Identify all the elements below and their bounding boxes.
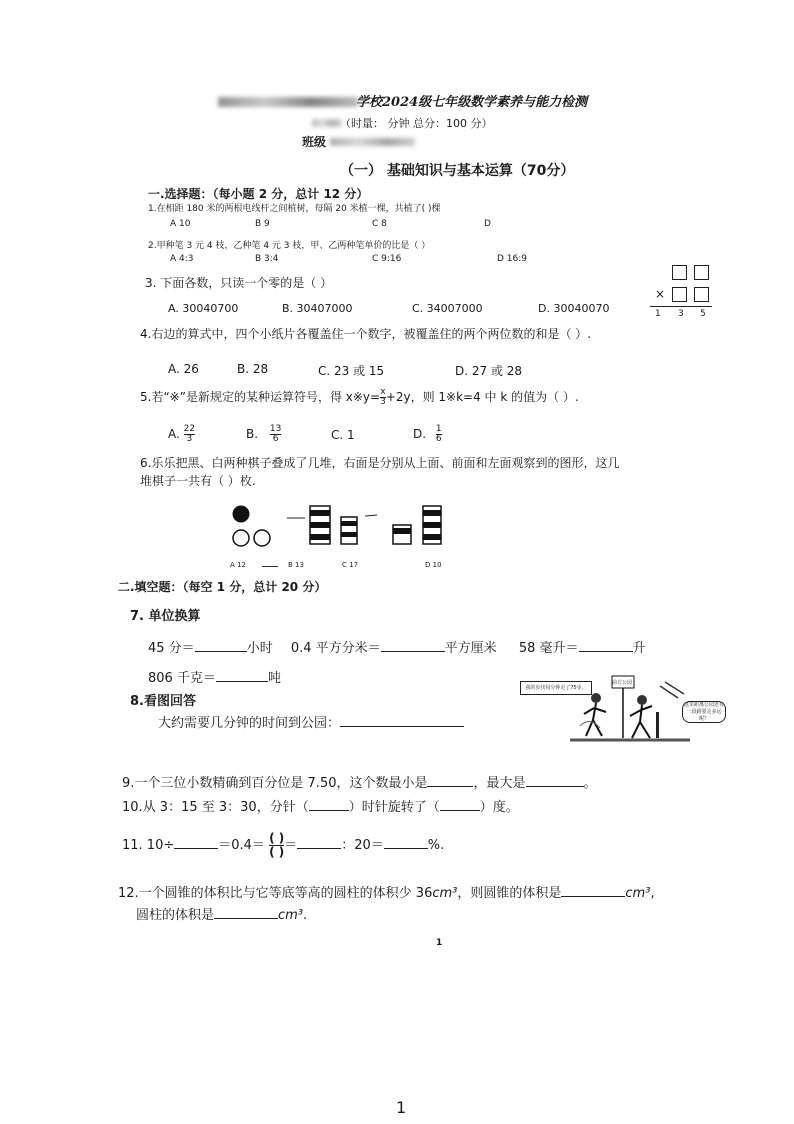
- fill-heading: 二.填空题：（每空 1 分，总计 20 分）: [118, 580, 327, 594]
- q5-frac-num: x: [380, 387, 386, 397]
- q5-text: [140, 388, 579, 407]
- q10-text-a: 10.从 3：15 至 3：30，分针（: [122, 800, 309, 815]
- q6-line2: 堆棋子一共有（ ）枚.: [140, 474, 256, 488]
- speech-bubble-left: 我的步伐每分钟走了75步。: [520, 681, 592, 695]
- q2-option-d: D 16:9: [497, 254, 528, 264]
- inner-page-number: 1: [436, 938, 443, 948]
- q5-option-d: [413, 425, 442, 444]
- class-label: 班级: [302, 135, 327, 149]
- cover-card: [694, 287, 709, 302]
- q7-row1: [148, 637, 646, 656]
- q7-item: 45 分＝: [148, 641, 195, 656]
- q1-option-b: B 9: [255, 219, 270, 229]
- q5-option-b: [246, 425, 281, 444]
- answer-blank[interactable]: [214, 906, 278, 919]
- q5-option-label: D.: [413, 427, 427, 441]
- q5-option-label: A.: [168, 427, 180, 441]
- q12-text-c: 圆柱的体积是: [136, 908, 215, 923]
- q5-option-num: 22: [183, 424, 196, 434]
- q11-text: [122, 832, 444, 859]
- white-checker-icon: [233, 530, 249, 546]
- stack-left-tall-icon: [423, 506, 441, 544]
- time-info: （时量： 分钟 总分：100 分）: [340, 117, 493, 130]
- divider-line: [262, 566, 278, 567]
- q5-text-a: 5.若“※”是新规定的某种运算符号，得 x※y=: [140, 390, 381, 404]
- q5-option-den: 3: [186, 434, 193, 444]
- q3-option-b: B. 30407000: [282, 302, 353, 315]
- cover-card: [672, 287, 687, 302]
- q5-frac-den: 3: [380, 397, 386, 407]
- page-number: 1: [396, 1098, 407, 1117]
- q5-option-num: 1: [435, 424, 442, 434]
- q5-option-c: [331, 428, 355, 442]
- q8-question: [158, 712, 464, 731]
- q6-line1: 6.乐乐把黑、白两种棋子叠成了几堆，右面是分别从上面、前面和左面观察到的图形，这几: [140, 456, 620, 470]
- q7-item: 0.4 平方分米＝: [290, 641, 381, 656]
- q9-text-b: ，最大是: [473, 776, 526, 791]
- q7-unit: 吨: [267, 671, 281, 686]
- q8-title: 8.看图回答: [130, 694, 196, 709]
- q7-unit: 小时: [246, 641, 273, 656]
- park-sign-text: 前方公园: [612, 680, 633, 686]
- q2-option-c: C 9:16: [372, 254, 402, 264]
- obscured-mark: [312, 119, 342, 127]
- obscured-school-name: [218, 97, 358, 107]
- stack-left-short-icon: [393, 525, 411, 544]
- q10-text-c: ）度。: [479, 800, 519, 815]
- exam-title: 学校2024级七年级数学素养与能力检测: [356, 95, 588, 110]
- q7-unit: 升: [632, 641, 646, 656]
- q2-text: 2.甲种笔 3 元 4 枝，乙种笔 4 元 3 枝，甲、乙两种笔单价的比是（ ）: [148, 241, 431, 251]
- answer-blank[interactable]: [384, 836, 428, 849]
- answer-blank[interactable]: [579, 639, 633, 652]
- answer-blank[interactable]: [195, 639, 247, 652]
- q11-frac-bottom: ( ): [269, 845, 285, 859]
- q7-unit: 平方厘米: [444, 641, 497, 656]
- q11-text-c: ＝: [284, 838, 298, 853]
- q4-option-b: B. 28: [237, 362, 269, 376]
- q1-option-a: A 10: [170, 219, 191, 229]
- q7-item: 58 毫升＝: [518, 641, 579, 656]
- answer-blank[interactable]: [427, 774, 473, 787]
- q5-option-den: 6: [435, 434, 442, 444]
- q10-text-b: ）时针旋转了（: [348, 800, 440, 815]
- q4-option-d: D. 27 或 28: [455, 364, 523, 378]
- answer-blank[interactable]: [526, 774, 584, 787]
- q3-option-c: C. 34007000: [412, 302, 483, 315]
- product-digit: 3: [678, 309, 684, 319]
- q1-text: 1.在相距 180 米的两根电线杆之间植树，每隔 20 米植一棵，共植了( )棵: [148, 204, 441, 214]
- q5-option-den: 6: [272, 434, 279, 444]
- q2-option-b: B 3:4: [255, 254, 279, 264]
- speech-bubble-right: 这里距离公园还有一段路要走多远呢？: [683, 702, 724, 722]
- black-checker-icon: [233, 506, 250, 523]
- q11-text-e: %.: [427, 838, 445, 853]
- q6-label-a: A 12: [230, 561, 246, 569]
- q12-unit: cm³: [625, 886, 651, 901]
- cover-card: [694, 265, 709, 280]
- q5-option-label: C.: [331, 428, 344, 442]
- q3-option-a: A. 30040700: [168, 302, 239, 315]
- q3-text: 3. 下面各数，只读一个零的是（ ）: [145, 276, 333, 290]
- q7-row2: [148, 667, 281, 686]
- stack-front-short-icon: [341, 517, 357, 544]
- answer-blank[interactable]: [297, 836, 341, 849]
- q11-text-b: ＝0.4＝: [218, 838, 265, 853]
- q1-option-c: C 8: [372, 219, 387, 229]
- q5-option-label: B.: [246, 427, 259, 441]
- q11-frac-top: ( ): [269, 831, 285, 845]
- q4-option-a: A. 26: [168, 362, 199, 376]
- q7-item: 806 千克＝: [148, 671, 216, 686]
- q6-label-c: C 17: [342, 561, 359, 569]
- q8-question-text: 大约需要几分钟的时间到公园：: [158, 716, 341, 731]
- answer-blank[interactable]: [309, 798, 349, 811]
- q5-option-a: [168, 425, 195, 444]
- q5-option-num: 13: [269, 424, 282, 434]
- q12-unit: cm³: [278, 908, 304, 923]
- q7-title: 7. 单位换算: [130, 609, 201, 624]
- q11-text-d: ：20＝: [341, 838, 384, 853]
- answer-blank[interactable]: [340, 714, 464, 727]
- product-line: [650, 306, 712, 307]
- choice-heading: 一.选择题：（每小题 2 分，总计 12 分）: [148, 187, 369, 201]
- walking-person-icon: [630, 705, 652, 738]
- white-checker-icon: [254, 530, 270, 546]
- q5-option-plain: 1: [347, 428, 355, 442]
- q10-text: [122, 796, 519, 815]
- q1-option-d: D: [484, 219, 491, 229]
- q9-text: [122, 772, 597, 791]
- product-digit: 1: [655, 309, 661, 319]
- product-digit: 5: [700, 309, 706, 319]
- q9-text-c: 。: [583, 776, 597, 791]
- walking-person-icon: [584, 703, 606, 736]
- q12-line1: 12.一个圆锥的体积比与它等底等高的圆柱的体积少 36cm³，则圆锥的体积是 cm³,: [118, 886, 655, 901]
- q11-text-a: 11. 10÷: [122, 838, 175, 853]
- q12-text-b: ，则圆锥的体积是: [457, 886, 562, 901]
- q2-option-a: A 4:3: [170, 254, 194, 264]
- q11-fraction[interactable]: [269, 832, 284, 859]
- q6-label-d: D 10: [425, 561, 442, 569]
- answer-blank[interactable]: [381, 639, 445, 652]
- cover-card: [672, 265, 687, 280]
- answer-blank[interactable]: [440, 798, 480, 811]
- q9-text-a: 9.一个三位小数精确到百分位是 7.50，这个数最小是: [122, 776, 428, 791]
- q12-line2: 圆柱的体积是 cm³.: [136, 908, 308, 923]
- answer-blank[interactable]: [174, 836, 218, 849]
- multiply-sign: ×: [655, 287, 666, 301]
- stack-front-tall-icon: [310, 506, 330, 544]
- answer-blank[interactable]: [216, 669, 268, 682]
- answer-blank[interactable]: [561, 884, 625, 897]
- section-one-title: （一） 基础知识与基本运算（70分）: [340, 163, 575, 179]
- q5-text-b: +2y，则 1※k=4 中 k 的值为（ ）.: [385, 390, 579, 404]
- q4-text: 4.右边的算式中，四个小纸片各覆盖住一个数字，被覆盖住的两个两位数的和是（ ）.: [140, 327, 592, 341]
- q12-text-a: 12.一个圆锥的体积比与它等底等高的圆柱的体积少 36: [118, 886, 433, 901]
- q4-option-c: C. 23 或 15: [318, 364, 385, 378]
- checker-views-figure: [225, 500, 455, 568]
- q3-option-d: D. 30040070: [538, 302, 610, 315]
- obscured-class: [330, 138, 415, 146]
- q6-label-b: B 13: [288, 561, 304, 569]
- q12-unit: cm³: [432, 886, 458, 901]
